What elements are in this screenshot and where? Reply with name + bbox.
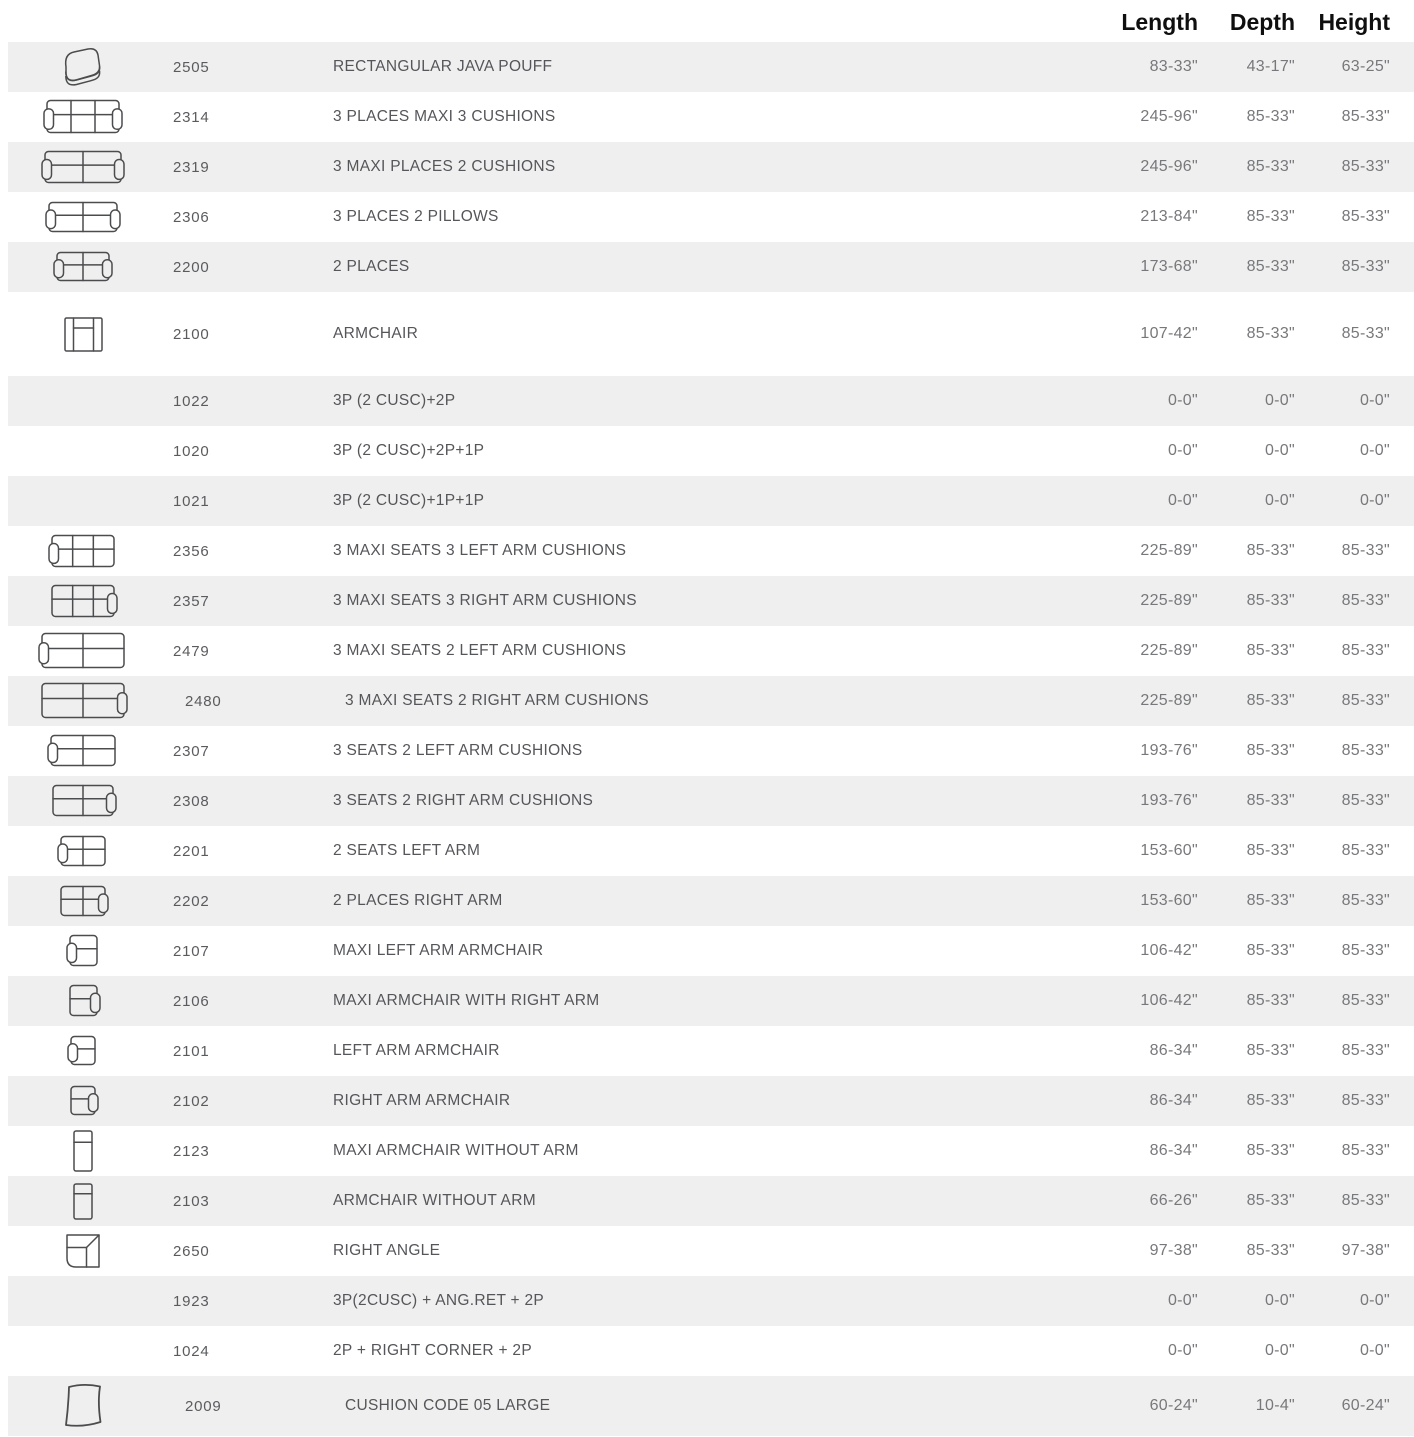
length-value: 245-96" bbox=[1140, 158, 1198, 175]
height-value: 85-33" bbox=[1341, 1092, 1390, 1109]
depth-value: 85-33" bbox=[1246, 108, 1295, 125]
height-value: 85-33" bbox=[1341, 842, 1390, 859]
table-row bbox=[8, 1176, 1414, 1226]
table-row bbox=[8, 92, 1414, 142]
table-row bbox=[8, 1376, 1414, 1436]
depth-value: 85-33" bbox=[1246, 1142, 1295, 1159]
table-row bbox=[8, 1276, 1414, 1326]
product-code: 2650 bbox=[173, 1242, 210, 1260]
product-description: 3P (2 CUSC)+2P+1P bbox=[333, 442, 485, 459]
measurements-table bbox=[8, 42, 1414, 1436]
product-description: 3 PLACES MAXI 3 CUSHIONS bbox=[333, 108, 556, 125]
product-code: 2308 bbox=[173, 792, 210, 810]
depth-value: 85-33" bbox=[1246, 742, 1295, 759]
table-row bbox=[8, 576, 1414, 626]
height-column-header: Height bbox=[1318, 9, 1390, 35]
empty-icon-cell bbox=[8, 426, 158, 476]
chair-right-arm-icon bbox=[8, 976, 158, 1026]
product-description: LEFT ARM ARMCHAIR bbox=[333, 1042, 500, 1059]
depth-value: 85-33" bbox=[1246, 1192, 1295, 1209]
length-value: 0-0" bbox=[1167, 392, 1198, 409]
product-code: 2103 bbox=[173, 1192, 210, 1210]
product-description: 3P (2 CUSC)+1P+1P bbox=[333, 492, 485, 509]
depth-value: 85-33" bbox=[1246, 592, 1295, 609]
product-code: 2306 bbox=[173, 208, 210, 226]
length-value: 193-76" bbox=[1140, 792, 1198, 809]
height-value: 85-33" bbox=[1341, 592, 1390, 609]
length-value: 107-42" bbox=[1140, 325, 1198, 342]
product-code: 2307 bbox=[173, 742, 210, 760]
height-value: 85-33" bbox=[1341, 792, 1390, 809]
empty-icon-cell bbox=[8, 376, 158, 426]
length-value: 86-34" bbox=[1149, 1042, 1198, 1059]
sofa-2-both-arms-sm-icon bbox=[8, 242, 158, 292]
height-value: 85-33" bbox=[1341, 992, 1390, 1009]
table-row bbox=[8, 1326, 1414, 1376]
length-value: 66-26" bbox=[1149, 1192, 1198, 1209]
length-value: 225-89" bbox=[1140, 592, 1198, 609]
table-row bbox=[8, 242, 1414, 292]
product-description: 3 SEATS 2 RIGHT ARM CUSHIONS bbox=[333, 792, 594, 809]
table-row bbox=[8, 826, 1414, 876]
sofa-2-right-arm-lg-icon bbox=[8, 676, 158, 726]
chair-left-arm-sm-icon bbox=[8, 1026, 158, 1076]
height-value: 0-0" bbox=[1359, 1292, 1390, 1309]
depth-value: 85-33" bbox=[1246, 942, 1295, 959]
sofa-2-right-arm-sm-icon bbox=[8, 876, 158, 926]
sofa-2-left-arm-lg-icon bbox=[8, 626, 158, 676]
depth-value: 0-0" bbox=[1264, 1342, 1295, 1359]
product-description: MAXI ARMCHAIR WITHOUT ARM bbox=[333, 1142, 579, 1159]
product-description: 3 MAXI SEATS 3 LEFT ARM CUSHIONS bbox=[333, 542, 627, 559]
chair-right-arm-sm-icon bbox=[8, 1076, 158, 1126]
product-code: 1923 bbox=[173, 1292, 210, 1310]
table-row bbox=[8, 626, 1414, 676]
product-description: 3 SEATS 2 LEFT ARM CUSHIONS bbox=[333, 742, 583, 759]
height-value: 85-33" bbox=[1341, 892, 1390, 909]
product-code: 2123 bbox=[173, 1142, 210, 1160]
sofa-3-right-arm-icon bbox=[8, 576, 158, 626]
product-code: 2356 bbox=[173, 542, 210, 560]
product-code: 1022 bbox=[173, 392, 210, 410]
table-row bbox=[8, 1076, 1414, 1126]
product-description: 2 PLACES bbox=[333, 258, 410, 275]
table-row bbox=[8, 376, 1414, 426]
table-row bbox=[8, 1126, 1414, 1176]
depth-value: 85-33" bbox=[1246, 542, 1295, 559]
depth-value: 85-33" bbox=[1246, 325, 1295, 342]
sofa-2-both-arms-lg-icon bbox=[8, 142, 158, 192]
depth-value: 0-0" bbox=[1264, 492, 1295, 509]
cushion-icon bbox=[8, 1376, 158, 1436]
sofa-2-both-arms-md-icon bbox=[8, 192, 158, 242]
product-description: ARMCHAIR bbox=[333, 325, 419, 342]
sofa-2-left-arm-md-icon bbox=[8, 726, 158, 776]
product-code: 2107 bbox=[173, 942, 210, 960]
depth-value: 0-0" bbox=[1264, 392, 1295, 409]
product-code: 2357 bbox=[173, 592, 210, 610]
table-row bbox=[8, 292, 1414, 376]
height-value: 0-0" bbox=[1359, 442, 1390, 459]
depth-value: 85-33" bbox=[1246, 842, 1295, 859]
table-row bbox=[8, 1226, 1414, 1276]
product-description: 2P + RIGHT CORNER + 2P bbox=[333, 1342, 532, 1359]
length-value: 0-0" bbox=[1167, 492, 1198, 509]
product-description: 3P(2CUSC) + ANG.RET + 2P bbox=[333, 1292, 545, 1309]
table-row bbox=[8, 776, 1414, 826]
height-value: 85-33" bbox=[1341, 1042, 1390, 1059]
product-code: 2009 bbox=[185, 1397, 222, 1415]
product-description: CUSHION CODE 05 LARGE bbox=[345, 1397, 551, 1414]
height-value: 85-33" bbox=[1341, 942, 1390, 959]
height-value: 0-0" bbox=[1359, 492, 1390, 509]
corner-seat-icon bbox=[8, 1226, 158, 1276]
depth-value: 85-33" bbox=[1246, 992, 1295, 1009]
table-row bbox=[8, 726, 1414, 776]
chair-left-arm-icon bbox=[8, 926, 158, 976]
depth-value: 85-33" bbox=[1246, 642, 1295, 659]
table-row bbox=[8, 142, 1414, 192]
height-value: 85-33" bbox=[1341, 1192, 1390, 1209]
table-row bbox=[8, 426, 1414, 476]
product-code: 2202 bbox=[173, 892, 210, 910]
length-value: 83-33" bbox=[1149, 58, 1198, 75]
product-description: 2 SEATS LEFT ARM bbox=[333, 842, 481, 859]
table-row bbox=[8, 192, 1414, 242]
length-value: 193-76" bbox=[1140, 742, 1198, 759]
length-value: 106-42" bbox=[1140, 942, 1198, 959]
product-code: 2201 bbox=[173, 842, 210, 860]
empty-icon-cell bbox=[8, 1276, 158, 1326]
height-value: 85-33" bbox=[1341, 742, 1390, 759]
length-value: 60-24" bbox=[1149, 1397, 1198, 1414]
depth-value: 85-33" bbox=[1246, 692, 1295, 709]
length-value: 86-34" bbox=[1149, 1092, 1198, 1109]
seat-no-arm-icon bbox=[8, 1176, 158, 1226]
empty-icon-cell bbox=[8, 1326, 158, 1376]
table-header-row bbox=[8, 0, 1414, 42]
depth-value: 85-33" bbox=[1246, 208, 1295, 225]
height-value: 85-33" bbox=[1341, 158, 1390, 175]
depth-value: 85-33" bbox=[1246, 792, 1295, 809]
length-value: 153-60" bbox=[1140, 892, 1198, 909]
table-row bbox=[8, 876, 1414, 926]
length-value: 225-89" bbox=[1140, 642, 1198, 659]
length-value: 153-60" bbox=[1140, 842, 1198, 859]
empty-icon-cell bbox=[8, 476, 158, 526]
pouf-stack-icon bbox=[8, 42, 158, 92]
table-row bbox=[8, 976, 1414, 1026]
depth-value: 85-33" bbox=[1246, 1242, 1295, 1259]
depth-value: 85-33" bbox=[1246, 1092, 1295, 1109]
depth-value: 0-0" bbox=[1264, 1292, 1295, 1309]
product-description: 3 MAXI SEATS 3 RIGHT ARM CUSHIONS bbox=[333, 592, 637, 609]
length-value: 0-0" bbox=[1167, 442, 1198, 459]
sofa-2-right-arm-md-icon bbox=[8, 776, 158, 826]
product-description: RIGHT ANGLE bbox=[333, 1242, 441, 1259]
height-value: 85-33" bbox=[1341, 692, 1390, 709]
height-value: 85-33" bbox=[1341, 1142, 1390, 1159]
product-code: 1020 bbox=[173, 442, 210, 460]
product-code: 2200 bbox=[173, 258, 210, 276]
product-description: RIGHT ARM ARMCHAIR bbox=[333, 1092, 511, 1109]
product-description: MAXI LEFT ARM ARMCHAIR bbox=[333, 942, 544, 959]
product-description: MAXI ARMCHAIR WITH RIGHT ARM bbox=[333, 992, 600, 1009]
sofa-3-left-arm-icon bbox=[8, 526, 158, 576]
product-code: 2479 bbox=[173, 642, 210, 660]
product-description: 3 MAXI PLACES 2 CUSHIONS bbox=[333, 158, 556, 175]
product-code: 1024 bbox=[173, 1342, 210, 1360]
depth-value: 10-4" bbox=[1255, 1397, 1295, 1414]
length-value: 225-89" bbox=[1140, 542, 1198, 559]
length-value: 225-89" bbox=[1140, 692, 1198, 709]
sofa-2-left-arm-sm-icon bbox=[8, 826, 158, 876]
product-code: 2100 bbox=[173, 325, 210, 343]
table-row bbox=[8, 1026, 1414, 1076]
product-code: 2314 bbox=[173, 108, 210, 126]
length-column-header: Length bbox=[1121, 9, 1198, 35]
height-value: 85-33" bbox=[1341, 108, 1390, 125]
height-value: 0-0" bbox=[1359, 392, 1390, 409]
length-value: 213-84" bbox=[1140, 208, 1198, 225]
depth-value: 85-33" bbox=[1246, 892, 1295, 909]
length-value: 97-38" bbox=[1149, 1242, 1198, 1259]
height-value: 60-24" bbox=[1341, 1397, 1390, 1414]
height-value: 85-33" bbox=[1341, 258, 1390, 275]
product-description: 2 PLACES RIGHT ARM bbox=[333, 892, 503, 909]
length-value: 0-0" bbox=[1167, 1342, 1198, 1359]
length-value: 106-42" bbox=[1140, 992, 1198, 1009]
product-code: 2319 bbox=[173, 158, 210, 176]
depth-column-header: Depth bbox=[1229, 9, 1295, 35]
product-description: 3P (2 CUSC)+2P bbox=[333, 392, 456, 409]
table-row bbox=[8, 476, 1414, 526]
length-value: 173-68" bbox=[1140, 258, 1198, 275]
table-row bbox=[8, 676, 1414, 726]
height-value: 85-33" bbox=[1341, 208, 1390, 225]
depth-value: 43-17" bbox=[1246, 58, 1295, 75]
seat-no-arm-tall-icon bbox=[8, 1126, 158, 1176]
length-value: 245-96" bbox=[1140, 108, 1198, 125]
armchair-two-arms-icon bbox=[8, 292, 158, 376]
height-value: 85-33" bbox=[1341, 325, 1390, 342]
depth-value: 85-33" bbox=[1246, 158, 1295, 175]
product-code: 2505 bbox=[173, 58, 210, 76]
length-value: 0-0" bbox=[1167, 1292, 1198, 1309]
depth-value: 85-33" bbox=[1246, 1042, 1295, 1059]
table-row bbox=[8, 526, 1414, 576]
length-value: 86-34" bbox=[1149, 1142, 1198, 1159]
table-row bbox=[8, 42, 1414, 92]
product-code: 2101 bbox=[173, 1042, 210, 1060]
depth-value: 85-33" bbox=[1246, 258, 1295, 275]
product-description: 3 MAXI SEATS 2 RIGHT ARM CUSHIONS bbox=[345, 692, 649, 709]
product-description: ARMCHAIR WITHOUT ARM bbox=[333, 1192, 536, 1209]
height-value: 97-38" bbox=[1341, 1242, 1390, 1259]
depth-value: 0-0" bbox=[1264, 442, 1295, 459]
height-value: 85-33" bbox=[1341, 542, 1390, 559]
product-code: 2102 bbox=[173, 1092, 210, 1110]
product-description: 3 PLACES 2 PILLOWS bbox=[333, 208, 499, 225]
product-description: RECTANGULAR JAVA POUFF bbox=[333, 58, 553, 75]
product-description: 3 MAXI SEATS 2 LEFT ARM CUSHIONS bbox=[333, 642, 627, 659]
sofa-3-both-arms-icon bbox=[8, 92, 158, 142]
table-row bbox=[8, 926, 1414, 976]
height-value: 63-25" bbox=[1341, 58, 1390, 75]
product-code: 1021 bbox=[173, 492, 210, 510]
height-value: 85-33" bbox=[1341, 642, 1390, 659]
product-code: 2480 bbox=[185, 692, 222, 710]
height-value: 0-0" bbox=[1359, 1342, 1390, 1359]
product-code: 2106 bbox=[173, 992, 210, 1010]
